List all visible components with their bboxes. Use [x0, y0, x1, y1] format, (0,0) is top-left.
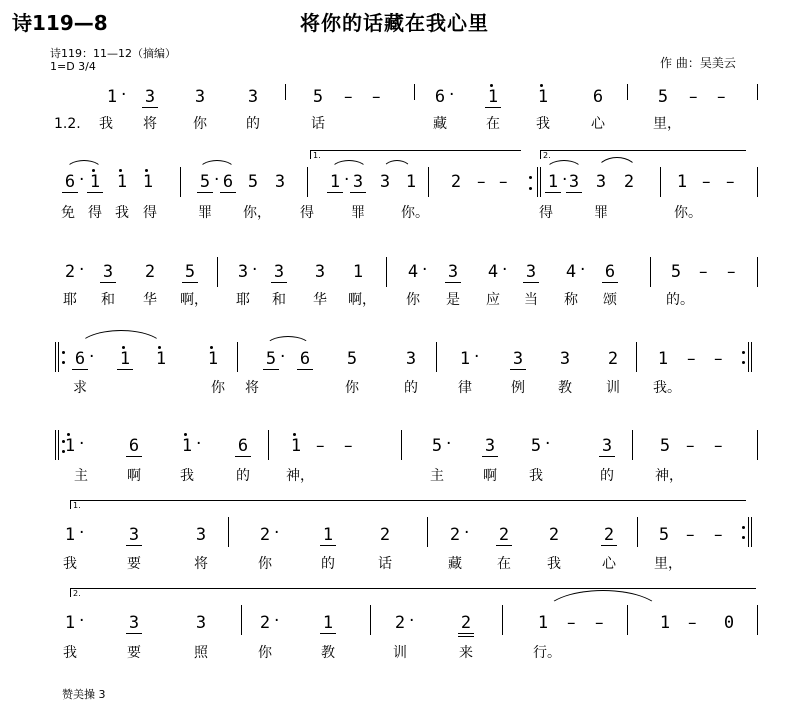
- note: 1: [179, 436, 195, 456]
- note: 3: [126, 613, 142, 634]
- sustain-dash: –: [686, 436, 695, 456]
- note: 5: [657, 87, 669, 107]
- lyric-syllable: 你: [193, 116, 207, 132]
- note: 3: [482, 436, 498, 457]
- lyric-syllable: 将: [143, 116, 157, 132]
- lyric-syllable: 啊: [127, 468, 141, 484]
- note: 3: [599, 436, 615, 457]
- note: 2: [449, 525, 461, 545]
- sustain-dash: –: [702, 172, 711, 192]
- scripture-source: 诗119：11—12（摘编）: [50, 47, 176, 60]
- lyric-syllable: 藏: [433, 116, 447, 132]
- note: 3: [405, 349, 417, 369]
- lyric-syllable: 你: [258, 556, 272, 572]
- sustain-dash: –: [714, 525, 723, 545]
- note: 3: [314, 262, 326, 282]
- note: 4: [565, 262, 577, 282]
- lyric-syllable: 得: [539, 205, 553, 221]
- note: 1: [320, 525, 336, 546]
- lyric-syllable: 的: [404, 380, 418, 396]
- lyric-syllable: 我: [115, 205, 129, 221]
- note: 1: [106, 87, 118, 107]
- lyric-syllable: 将: [194, 556, 208, 572]
- note: 1: [320, 613, 336, 634]
- note: 2: [450, 172, 462, 192]
- note: 5: [247, 172, 259, 192]
- slur: [545, 160, 583, 171]
- barline: [285, 84, 286, 100]
- note: 2: [259, 613, 271, 633]
- barline: [427, 517, 428, 547]
- note: 1: [537, 613, 549, 633]
- note: 3: [523, 262, 539, 283]
- barline: [650, 257, 651, 287]
- lyric-syllable: 啊: [483, 468, 497, 484]
- note: 5: [197, 172, 213, 193]
- augmentation-dot: ·: [121, 85, 127, 105]
- repeat-dot: [742, 536, 745, 539]
- sustain-dash: –: [477, 172, 486, 192]
- augmentation-dot: ·: [79, 523, 85, 543]
- sustain-dash: –: [727, 262, 736, 282]
- barline: [58, 430, 59, 460]
- lyric-syllable: 神，: [655, 468, 683, 484]
- repeat-dot: [742, 526, 745, 529]
- note: 6: [434, 87, 446, 107]
- lyric-syllable: 心: [602, 556, 616, 572]
- augmentation-dot: ·: [196, 434, 202, 454]
- note: 5: [530, 436, 542, 456]
- note: 1: [657, 349, 669, 369]
- lyric-syllable: 罪: [594, 205, 608, 221]
- volta-bracket: [540, 150, 746, 159]
- barline: [401, 430, 402, 460]
- note: 1: [205, 349, 221, 369]
- barline: [58, 342, 59, 372]
- note: 2: [601, 525, 617, 546]
- barline: [637, 517, 638, 547]
- lyric-syllable: 你: [258, 645, 272, 661]
- barline: [414, 84, 415, 100]
- lyric-syllable: 我: [63, 645, 77, 661]
- barline: [748, 342, 749, 372]
- note: 1: [64, 525, 76, 545]
- volta-bracket: [70, 588, 756, 597]
- lyric-syllable: 你。: [401, 205, 429, 221]
- lyric-syllable: 我: [529, 468, 543, 484]
- note: 1: [288, 436, 304, 456]
- note: 3: [566, 172, 582, 193]
- lyric-syllable: 在: [497, 556, 511, 572]
- barline: [751, 517, 752, 547]
- lyric-syllable: 是: [446, 292, 460, 308]
- barline: [502, 605, 503, 635]
- lyric-syllable: 你: [211, 380, 225, 396]
- note: 3: [271, 262, 287, 283]
- note: 2: [64, 262, 76, 282]
- note: 6: [297, 349, 313, 370]
- note: 5: [670, 262, 682, 282]
- lyric-syllable: 心: [591, 116, 605, 132]
- sustain-dash: –: [499, 172, 508, 192]
- note: 1: [153, 349, 169, 369]
- note: 6: [62, 172, 78, 193]
- augmentation-dot: ·: [502, 260, 508, 280]
- note: 2: [259, 525, 271, 545]
- lyric-syllable: 你。: [674, 205, 702, 221]
- sustain-dash: –: [686, 525, 695, 545]
- sustain-dash: –: [344, 87, 353, 107]
- lyric-syllable: 免: [61, 205, 75, 221]
- lyric-syllable: 得: [88, 205, 102, 221]
- lyric-syllable: 的: [236, 468, 250, 484]
- lyric-syllable: 应: [486, 292, 500, 308]
- note: 1: [62, 436, 78, 456]
- barline: [268, 430, 269, 460]
- augmentation-dot: ·: [280, 347, 286, 367]
- lyric-syllable: 你，: [243, 205, 271, 221]
- augmentation-dot: ·: [214, 170, 220, 190]
- sustain-dash: –: [714, 349, 723, 369]
- note: 2: [496, 525, 512, 546]
- lyric-syllable: 要: [127, 556, 141, 572]
- note: 1: [659, 613, 671, 633]
- repeat-dot: [62, 450, 65, 453]
- note: 1: [485, 87, 501, 108]
- lyric-syllable: 耶: [236, 292, 250, 308]
- book-label: 赞美操 3: [62, 688, 106, 701]
- lyric-syllable: 要: [127, 645, 141, 661]
- lyric-syllable: 里，: [653, 116, 681, 132]
- lyric-syllable: 我: [63, 556, 77, 572]
- note: 3: [195, 525, 207, 545]
- augmentation-dot: ·: [422, 260, 428, 280]
- lyric-syllable: 你: [406, 292, 420, 308]
- note: 5: [263, 349, 279, 370]
- note: 2: [623, 172, 635, 192]
- lyric-syllable: 的。: [666, 292, 694, 308]
- note: 3: [195, 613, 207, 633]
- barline: [55, 430, 56, 460]
- note: 2: [144, 262, 156, 282]
- note: 5: [312, 87, 324, 107]
- note: 3: [142, 87, 158, 108]
- lyric-syllable: 将: [245, 380, 259, 396]
- sustain-dash: –: [714, 436, 723, 456]
- volta-bracket: [70, 500, 746, 509]
- note: 2: [458, 613, 474, 634]
- sustain-dash: –: [567, 613, 576, 633]
- lyric-syllable: 当: [524, 292, 538, 308]
- hymn-number: 诗119—8: [12, 11, 108, 35]
- note: 3: [126, 525, 142, 546]
- barline: [632, 430, 633, 460]
- barline: [180, 167, 181, 197]
- lyric-syllable: 我: [180, 468, 194, 484]
- barline: [386, 257, 387, 287]
- barline: [757, 430, 758, 460]
- lyric-syllable: 的: [246, 116, 260, 132]
- barline: [228, 517, 229, 547]
- note: 5: [346, 349, 358, 369]
- lyric-syllable: 的: [321, 556, 335, 572]
- repeat-dot: [742, 351, 745, 354]
- augmentation-dot: ·: [274, 611, 280, 631]
- note: 1: [114, 172, 130, 192]
- slur: [198, 160, 236, 171]
- note: 5: [659, 436, 671, 456]
- lyric-syllable: 得: [143, 205, 157, 221]
- lyric-syllable: 啊，: [180, 292, 208, 308]
- barline: [241, 605, 242, 635]
- note: 1: [676, 172, 688, 192]
- lyric-syllable: 罪: [351, 205, 365, 221]
- sustain-dash: –: [687, 349, 696, 369]
- barline: [537, 167, 538, 197]
- augmentation-dot: ·: [79, 260, 85, 280]
- note: 3: [350, 172, 366, 193]
- augmentation-dot: ·: [344, 170, 350, 190]
- lyric-syllable: 律: [458, 380, 472, 396]
- augmentation-dot: ·: [580, 260, 586, 280]
- barline: [237, 342, 238, 372]
- lyric-syllable: 在: [486, 116, 500, 132]
- note: 1: [117, 349, 133, 370]
- composer-credit: 作 曲：吴美云: [660, 56, 736, 70]
- note: 3: [247, 87, 259, 107]
- sustain-dash: –: [717, 87, 726, 107]
- note: 3: [194, 87, 206, 107]
- sustain-dash: –: [344, 436, 353, 456]
- augmentation-dot: ·: [79, 434, 85, 454]
- note: 1: [352, 262, 364, 282]
- barline: [660, 167, 661, 197]
- lyric-syllable: 耶: [63, 292, 77, 308]
- note: 2: [548, 525, 560, 545]
- lyric-syllable: 得: [300, 205, 314, 221]
- repeat-dot: [62, 440, 65, 443]
- lyric-syllable: 神，: [286, 468, 314, 484]
- note: 3: [237, 262, 249, 282]
- lyric-syllable: 话: [378, 556, 392, 572]
- lyric-syllable: 主: [430, 468, 444, 484]
- note: 5: [431, 436, 443, 456]
- lyric-syllable: 行。: [533, 645, 561, 661]
- lyric-syllable: 1.2.: [54, 116, 81, 132]
- lyric-syllable: 教: [321, 645, 335, 661]
- barline: [636, 342, 637, 372]
- augmentation-dot: ·: [545, 434, 551, 454]
- barline: [217, 257, 218, 287]
- augmentation-dot: ·: [409, 611, 415, 631]
- note: 5: [658, 525, 670, 545]
- lyric-syllable: 训: [606, 380, 620, 396]
- note: 1: [459, 349, 471, 369]
- barline: [757, 605, 758, 635]
- lyric-syllable: 的: [600, 468, 614, 484]
- volta-label: 1.: [313, 151, 321, 160]
- note: 2: [379, 525, 391, 545]
- note: 4: [407, 262, 419, 282]
- lyric-syllable: 华: [143, 292, 157, 308]
- sustain-dash: –: [316, 436, 325, 456]
- augmentation-dot: ·: [79, 170, 85, 190]
- note: 3: [445, 262, 461, 283]
- lyric-syllable: 啊，: [348, 292, 376, 308]
- repeat-dot: [62, 361, 65, 364]
- lyric-syllable: 里，: [654, 556, 682, 572]
- note: 1: [140, 172, 156, 192]
- note: 6: [72, 349, 88, 370]
- barline: [307, 167, 308, 197]
- sustain-dash: –: [372, 87, 381, 107]
- barline: [751, 342, 752, 372]
- augmentation-dot: ·: [252, 260, 258, 280]
- augmentation-dot: ·: [474, 347, 480, 367]
- lyric-syllable: 教: [558, 380, 572, 396]
- sustain-dash: –: [688, 613, 697, 633]
- note: 3: [510, 349, 526, 370]
- barline: [55, 342, 56, 372]
- lyric-syllable: 华: [313, 292, 327, 308]
- slur: [65, 160, 103, 171]
- lyric-syllable: 称: [564, 292, 578, 308]
- song-title: 将你的话藏在我心里: [300, 11, 489, 35]
- note: 6: [235, 436, 251, 457]
- lyric-syllable: 我: [547, 556, 561, 572]
- note: 3: [595, 172, 607, 192]
- note: 1: [87, 172, 103, 193]
- note: 6: [220, 172, 236, 193]
- lyric-syllable: 主: [74, 468, 88, 484]
- repeat-dot: [62, 351, 65, 354]
- sustain-dash: –: [689, 87, 698, 107]
- key-signature: 1=D 3/4: [50, 60, 96, 73]
- lyric-syllable: 训: [393, 645, 407, 661]
- volta-bracket: [310, 150, 521, 159]
- note: 4: [487, 262, 499, 282]
- barline: [748, 517, 749, 547]
- volta-label: 2.: [543, 151, 551, 160]
- augmentation-dot: ·: [446, 434, 452, 454]
- barline: [757, 84, 758, 100]
- note: 1: [327, 172, 343, 193]
- augmentation-dot: ·: [562, 170, 568, 190]
- lyric-syllable: 我: [99, 116, 113, 132]
- augmentation-dot: ·: [449, 85, 455, 105]
- note: 3: [559, 349, 571, 369]
- barline: [370, 605, 371, 635]
- note: 1: [545, 172, 561, 193]
- note: 6: [592, 87, 604, 107]
- lyric-syllable: 我。: [653, 380, 681, 396]
- slur: [382, 160, 412, 171]
- augmentation-dot: ·: [79, 611, 85, 631]
- lyric-syllable: 颂: [603, 292, 617, 308]
- sustain-dash: –: [726, 172, 735, 192]
- note: 6: [126, 436, 142, 457]
- volta-label: 2.: [73, 589, 81, 598]
- lyric-syllable: 和: [272, 292, 286, 308]
- lyric-syllable: 藏: [448, 556, 462, 572]
- note: 0: [723, 613, 735, 633]
- slur: [77, 330, 165, 349]
- augmentation-dot: ·: [274, 523, 280, 543]
- lyric-syllable: 你: [345, 380, 359, 396]
- slur: [330, 160, 368, 171]
- sustain-dash: –: [595, 613, 604, 633]
- repeat-dot: [742, 361, 745, 364]
- lyric-syllable: 和: [101, 292, 115, 308]
- note: 6: [602, 262, 618, 283]
- augmentation-dot: ·: [464, 523, 470, 543]
- lyric-syllable: 来: [459, 645, 473, 661]
- barline: [436, 342, 437, 372]
- note: 1: [405, 172, 417, 192]
- slur: [596, 157, 638, 172]
- volta-label: 1.: [73, 501, 81, 510]
- note: 3: [274, 172, 286, 192]
- barline: [428, 167, 429, 197]
- note: 3: [379, 172, 391, 192]
- note: 2: [394, 613, 406, 633]
- repeat-dot: [529, 187, 532, 190]
- lyric-syllable: 我: [536, 116, 550, 132]
- note: 5: [182, 262, 198, 283]
- augmentation-dot: ·: [89, 347, 95, 367]
- barline: [627, 84, 628, 100]
- barline: [757, 167, 758, 197]
- lyric-syllable: 例: [511, 380, 525, 396]
- lyric-syllable: 求: [73, 380, 87, 396]
- sustain-dash: –: [699, 262, 708, 282]
- slur: [265, 336, 311, 347]
- note: 2: [607, 349, 619, 369]
- note: 1: [64, 613, 76, 633]
- lyric-syllable: 照: [194, 645, 208, 661]
- barline: [757, 257, 758, 287]
- lyric-syllable: 罪: [198, 205, 212, 221]
- lyric-syllable: 话: [311, 116, 325, 132]
- repeat-dot: [529, 176, 532, 179]
- barline: [540, 167, 541, 197]
- note: 3: [100, 262, 116, 283]
- note: 1: [535, 87, 551, 107]
